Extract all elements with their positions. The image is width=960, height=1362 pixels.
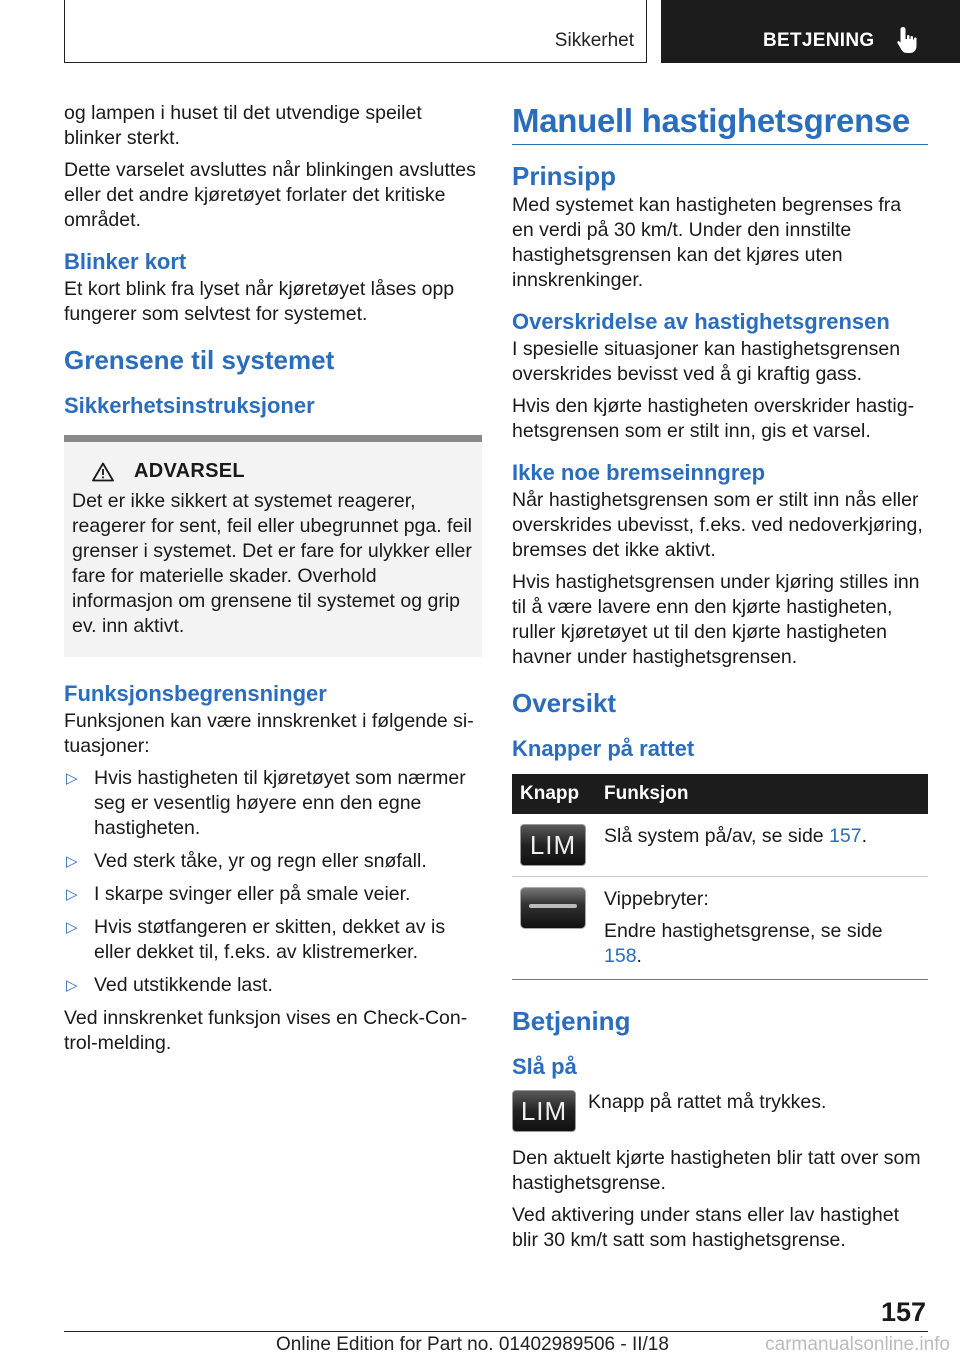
title-rule [512, 101, 928, 145]
page-link-158[interactable]: 158 [604, 945, 637, 967]
warning-title: ADVARSEL [134, 460, 245, 482]
button-table [512, 774, 928, 980]
heading-betjening: Betjening [512, 1006, 631, 1036]
list-item: ▷ Hvis støtfangeren er skitten, dekket av is eller dekket til, f.eks. av klistremerker. [66, 916, 446, 963]
table-row: LIM Slå system på/av, se side 157. [512, 814, 928, 877]
heading-ikke-brems: Ikke noe bremseinngrep [512, 460, 766, 485]
page-link-157[interactable]: 157 [829, 825, 862, 847]
watermark: carmanualsonline.info [765, 1334, 950, 1355]
paragraph: Ved innskrenket funksjon vises en Check-Control-melding. [64, 1007, 468, 1054]
warning-triangle-icon [92, 462, 114, 482]
page-number: 157 [880, 1297, 926, 1327]
lim-button-image: LIM [512, 1090, 576, 1132]
heading-oversikt: Oversikt [512, 688, 617, 718]
list-item: ▷ I skarpe svinger eller på smale veier. [66, 883, 411, 905]
edition-text: Online Edition for Part no. 01402989506 - II/18 [276, 1334, 669, 1355]
bullet-list [64, 766, 482, 998]
heading-knapper: Knapper på rattet [512, 736, 695, 761]
hand-pointer-icon [895, 25, 921, 55]
list-item: ▷ Hvis hastigheten til kjøretøyet som nærmer seg er vesentlig høyere enn den egne hastigheten. [66, 767, 466, 839]
list-item: ▷ Ved utstikkende last. [66, 974, 273, 996]
table-row: Vippebryter: Endre hastighetsgrense, se side 158. [512, 877, 928, 980]
list-item: ▷ Ved sterk tåke, yr og regn eller snøfall. [66, 850, 427, 872]
sla-pa-row [512, 1090, 928, 1132]
header-section-label: Sikkerhet [554, 30, 634, 51]
header-chapter-label: BETJENING [763, 30, 875, 51]
heading-sla-pa: Slå på [512, 1054, 577, 1079]
right-column [512, 101, 928, 1260]
table-header-funksjon: Funksjon [596, 774, 928, 814]
paragraph: Hvis den kjørte hastigheten overskrider hastighetsgrensen som er stilt inn, gis et varsel. [512, 395, 915, 442]
header-section-tab [64, 0, 647, 63]
heading-grensene: Grensene til systemet [64, 345, 335, 375]
paragraph: og lampen i huset til det utvendige speilet blinker sterkt. [64, 102, 422, 149]
triangle-bullet-icon: ▷ [66, 977, 78, 994]
warning-box [64, 435, 482, 657]
heading-blinker-kort: Blinker kort [64, 249, 187, 274]
paragraph: Ved aktivering under stans eller lav hastighet blir 30 km/t satt som hastighetsgrense. [512, 1204, 899, 1251]
heading-prinsipp: Prinsipp [512, 161, 617, 191]
heading-overskridelse: Overskridelse av hastighetsgrensen [512, 309, 890, 334]
rocker-switch-image [520, 887, 586, 929]
triangle-bullet-icon: ▷ [66, 886, 78, 903]
paragraph: Med systemet kan hastigheten begrenses fra en verdi på 30 km/t. Under den innstilte hastighetsgrensen kan det kjøres uten innskrenkinger. [512, 194, 902, 291]
left-column [64, 101, 482, 1063]
paragraph: I spesielle situasjoner kan hastighetsgrensen overskrides bevisst ved å gi kraftig gass. [512, 338, 901, 385]
triangle-bullet-icon: ▷ [66, 919, 78, 936]
warning-text: Det er ikke sikkert at systemet reagerer, reagerer for sent, feil eller ubegrunnet pga. feil grenser i systemet. Det er fare for ulykker eller fare for materielle skader. Overhold informasjon om grensene til systemet og grip ev. inn aktivt. [72, 490, 472, 637]
triangle-bullet-icon: ▷ [66, 853, 78, 870]
heading-funksjon: Funksjonsbegrensninger [64, 681, 327, 706]
paragraph: Et kort blink fra lyset når kjøretøyet låses opp fungerer som selvtest for systemet. [64, 278, 455, 325]
paragraph: Funksjonen kan være innskrenket i følgende situasjoner: [64, 710, 474, 757]
heading-sikkerhet: Sikkerhetsinstruksjoner [64, 393, 315, 418]
page-title: Manuell hastighetsgrense [512, 102, 911, 139]
footer-rule [64, 1331, 928, 1332]
paragraph: Den aktuelt kjørte hastigheten blir tatt over som hastighetsgrense. [512, 1147, 921, 1194]
paragraph: Hvis hastighetsgrensen under kjøring stilles inn til å være lavere enn den kjørte hastigheten, ruller kjøretøyet ut til den kjørte hastigheten havner under hastighetsgrensen. [512, 571, 920, 668]
paragraph: Knapp på rattet må trykkes. [588, 1091, 827, 1113]
table-header-knapp: Knapp [512, 774, 596, 814]
triangle-bullet-icon: ▷ [66, 770, 78, 787]
paragraph: Dette varselet avsluttes når blinkingen avsluttes eller det andre kjøretøyet forlater det kritiske området. [64, 159, 476, 231]
warning-header [92, 460, 472, 483]
lim-button-image: LIM [520, 824, 586, 866]
paragraph: Når hastighetsgrensen som er stilt inn nås eller overskrides ubevisst, f.eks. ved nedoverkjøring, bremses det ikke aktivt. [512, 489, 923, 561]
